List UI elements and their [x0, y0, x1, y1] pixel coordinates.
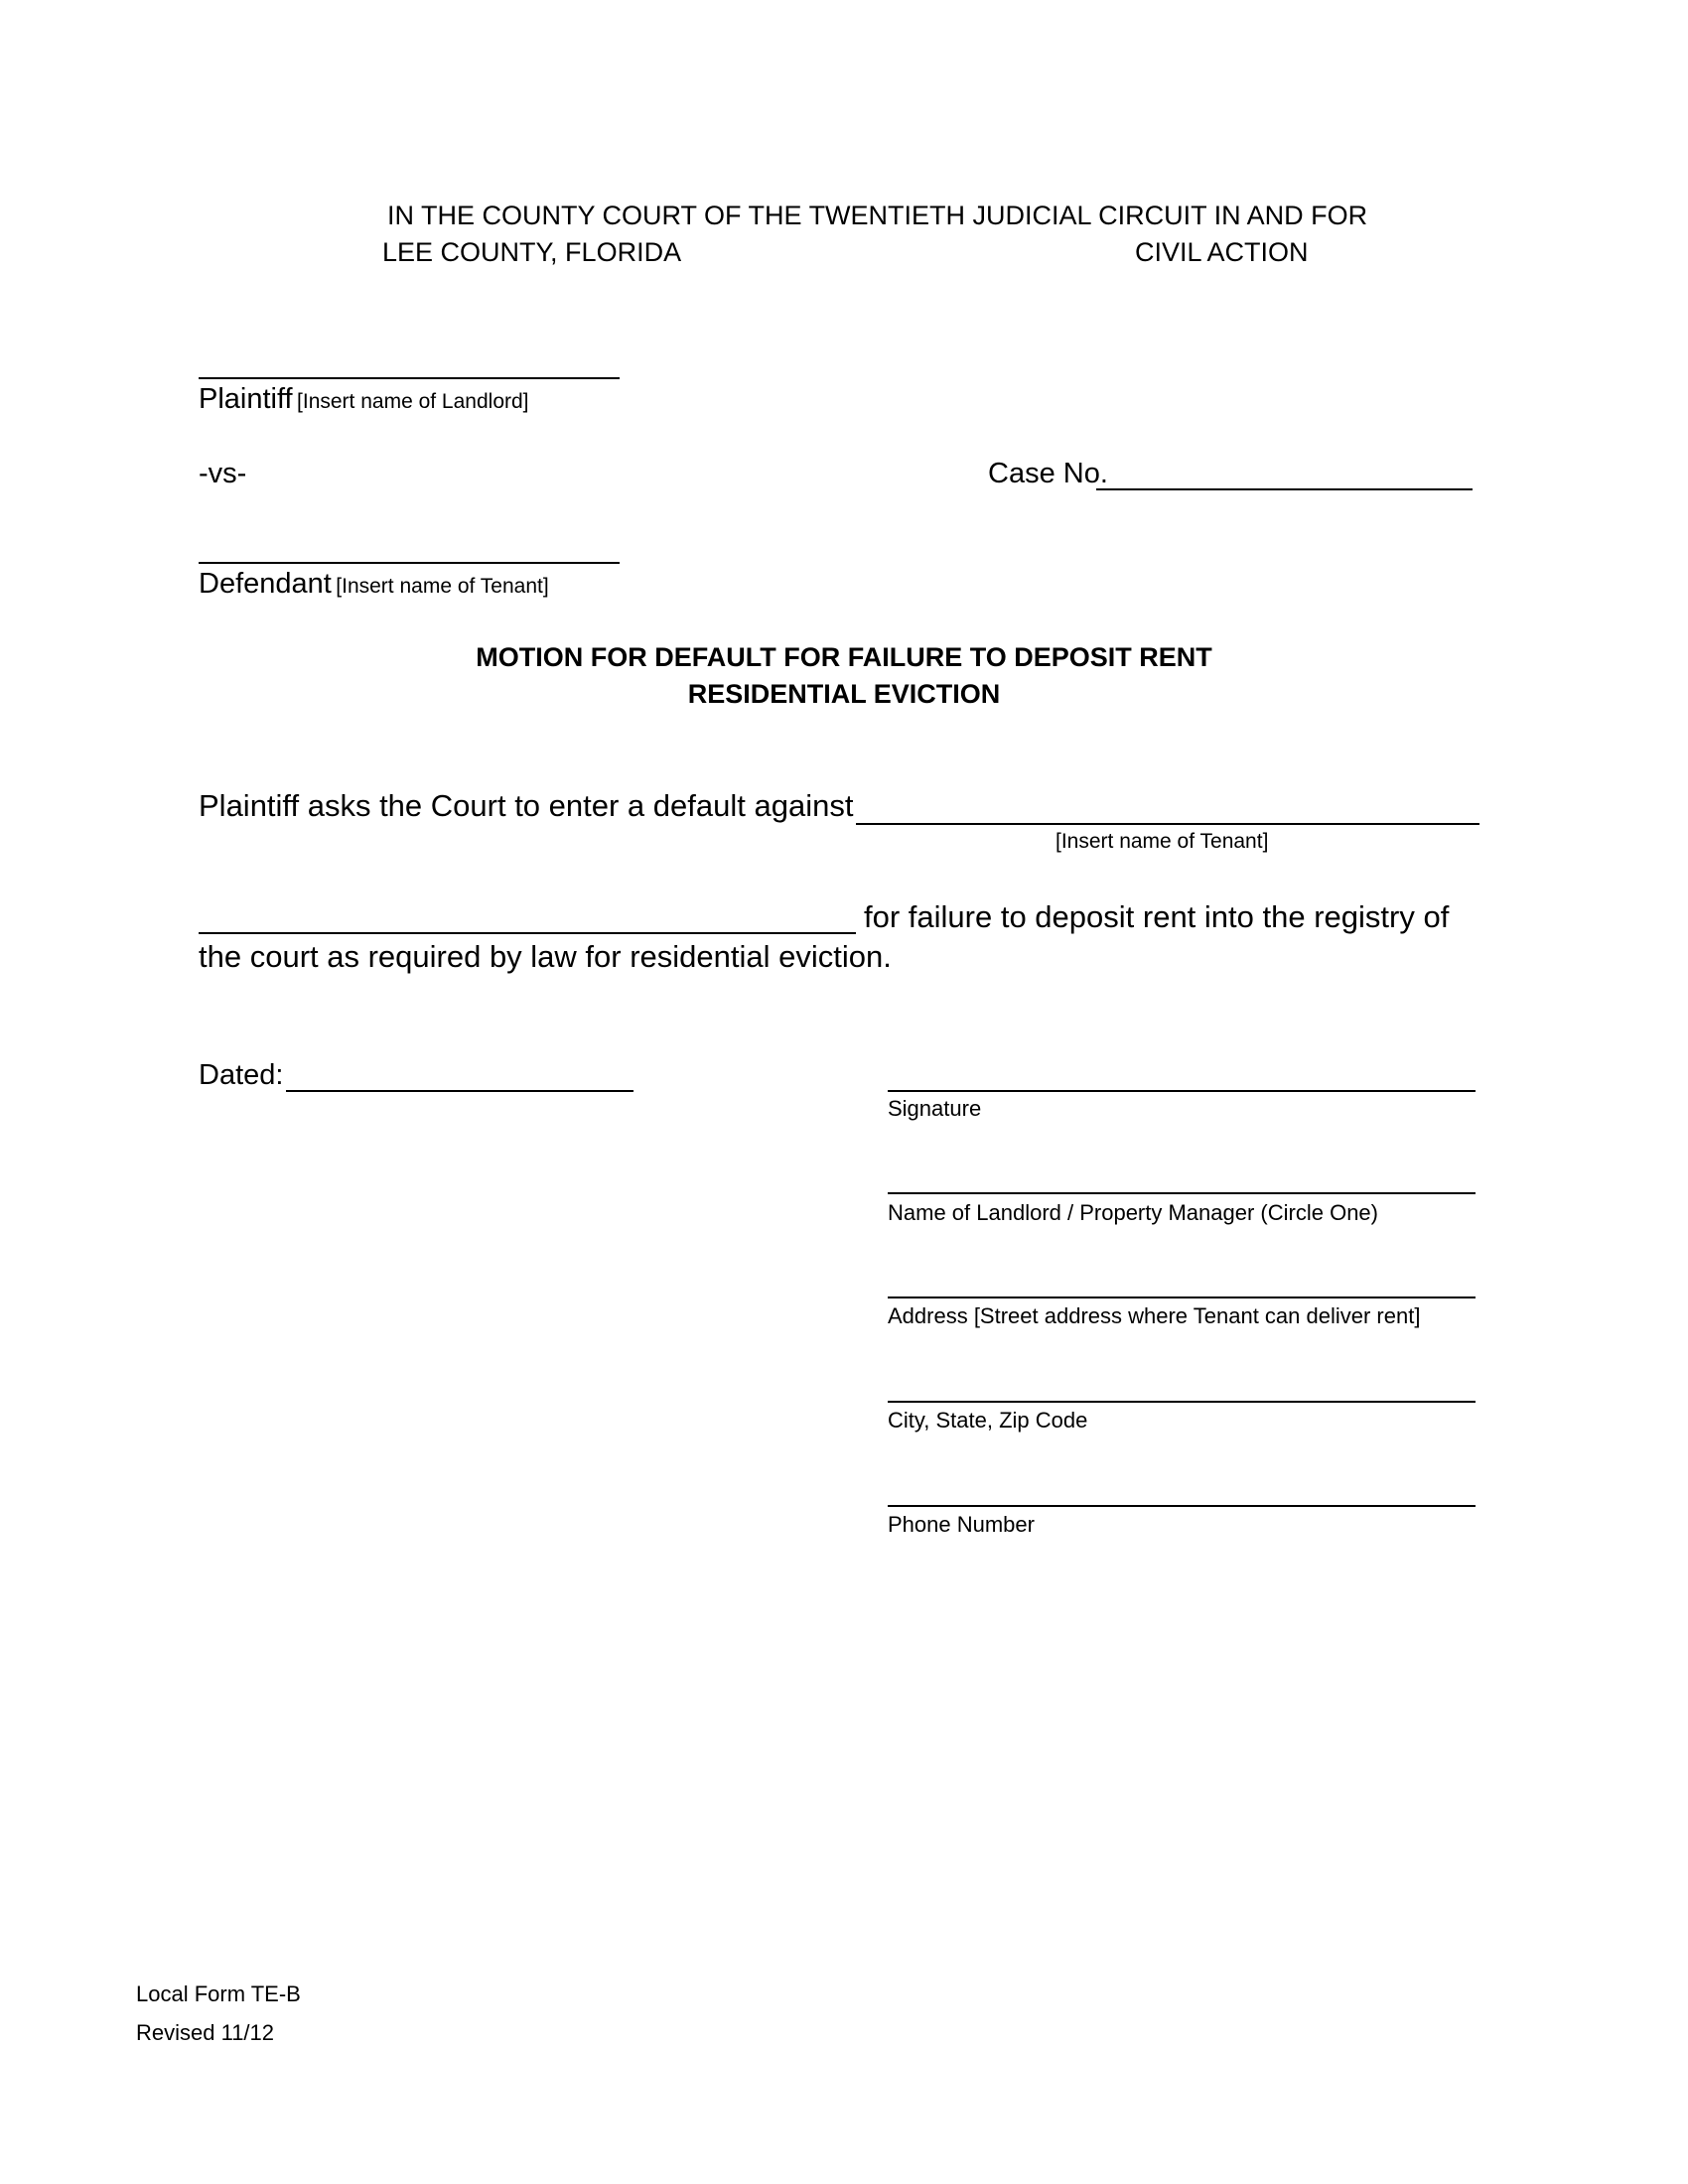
tenant-name-line-2[interactable]	[199, 932, 856, 934]
motion-title: MOTION FOR DEFAULT FOR FAILURE TO DEPOSIT RENT	[476, 642, 1212, 672]
case-number-label: Case No.	[988, 458, 1108, 489]
landlord-name-line[interactable]	[888, 1192, 1476, 1194]
body-sentence-end: the court as required by law for residential eviction.	[199, 939, 892, 974]
court-header: IN THE COUNTY COURT OF THE TWENTIETH JUDICIAL CIRCUIT IN AND FOR	[387, 201, 1368, 230]
plaintiff-hint: [Insert name of Landlord]	[297, 390, 529, 413]
city-state-zip-line[interactable]	[888, 1401, 1476, 1403]
versus-label: -vs-	[199, 458, 247, 489]
revision-date: Revised 11/12	[136, 2020, 275, 2045]
tenant-name-hint: [Insert name of Tenant]	[1055, 830, 1269, 853]
defendant-caption	[199, 568, 549, 601]
form-number: Local Form TE-B	[136, 1981, 301, 2006]
signature-label: Signature	[888, 1096, 982, 1121]
address-line[interactable]	[888, 1297, 1476, 1298]
body-sentence-start: Plaintiff asks the Court to enter a default against	[199, 788, 854, 823]
dated-label: Dated:	[199, 1059, 284, 1091]
tenant-name-line[interactable]	[856, 823, 1479, 825]
body-sentence-cont: for failure to deposit rent into the registry of	[864, 899, 1450, 934]
date-line[interactable]	[286, 1090, 633, 1092]
phone-label: Phone Number	[888, 1512, 1035, 1537]
landlord-name-label: Name of Landlord / Property Manager (Circle One)	[888, 1200, 1378, 1225]
defendant-label: Defendant	[199, 568, 332, 600]
phone-line[interactable]	[888, 1505, 1476, 1507]
defendant-name-line[interactable]	[199, 562, 620, 564]
county-name: LEE COUNTY, FLORIDA	[382, 237, 682, 267]
plaintiff-label: Plaintiff	[199, 383, 293, 415]
defendant-hint: [Insert name of Tenant]	[336, 575, 549, 598]
motion-subtitle: RESIDENTIAL EVICTION	[687, 679, 1001, 709]
plaintiff-caption	[199, 383, 529, 416]
case-number-line[interactable]	[1096, 488, 1473, 490]
plaintiff-name-line[interactable]	[199, 377, 620, 379]
city-state-zip-label: City, State, Zip Code	[888, 1408, 1088, 1433]
address-label: Address [Street address where Tenant can deliver rent]	[888, 1303, 1421, 1328]
signature-line[interactable]	[888, 1090, 1476, 1092]
civil-action-label: CIVIL ACTION	[1135, 237, 1309, 267]
